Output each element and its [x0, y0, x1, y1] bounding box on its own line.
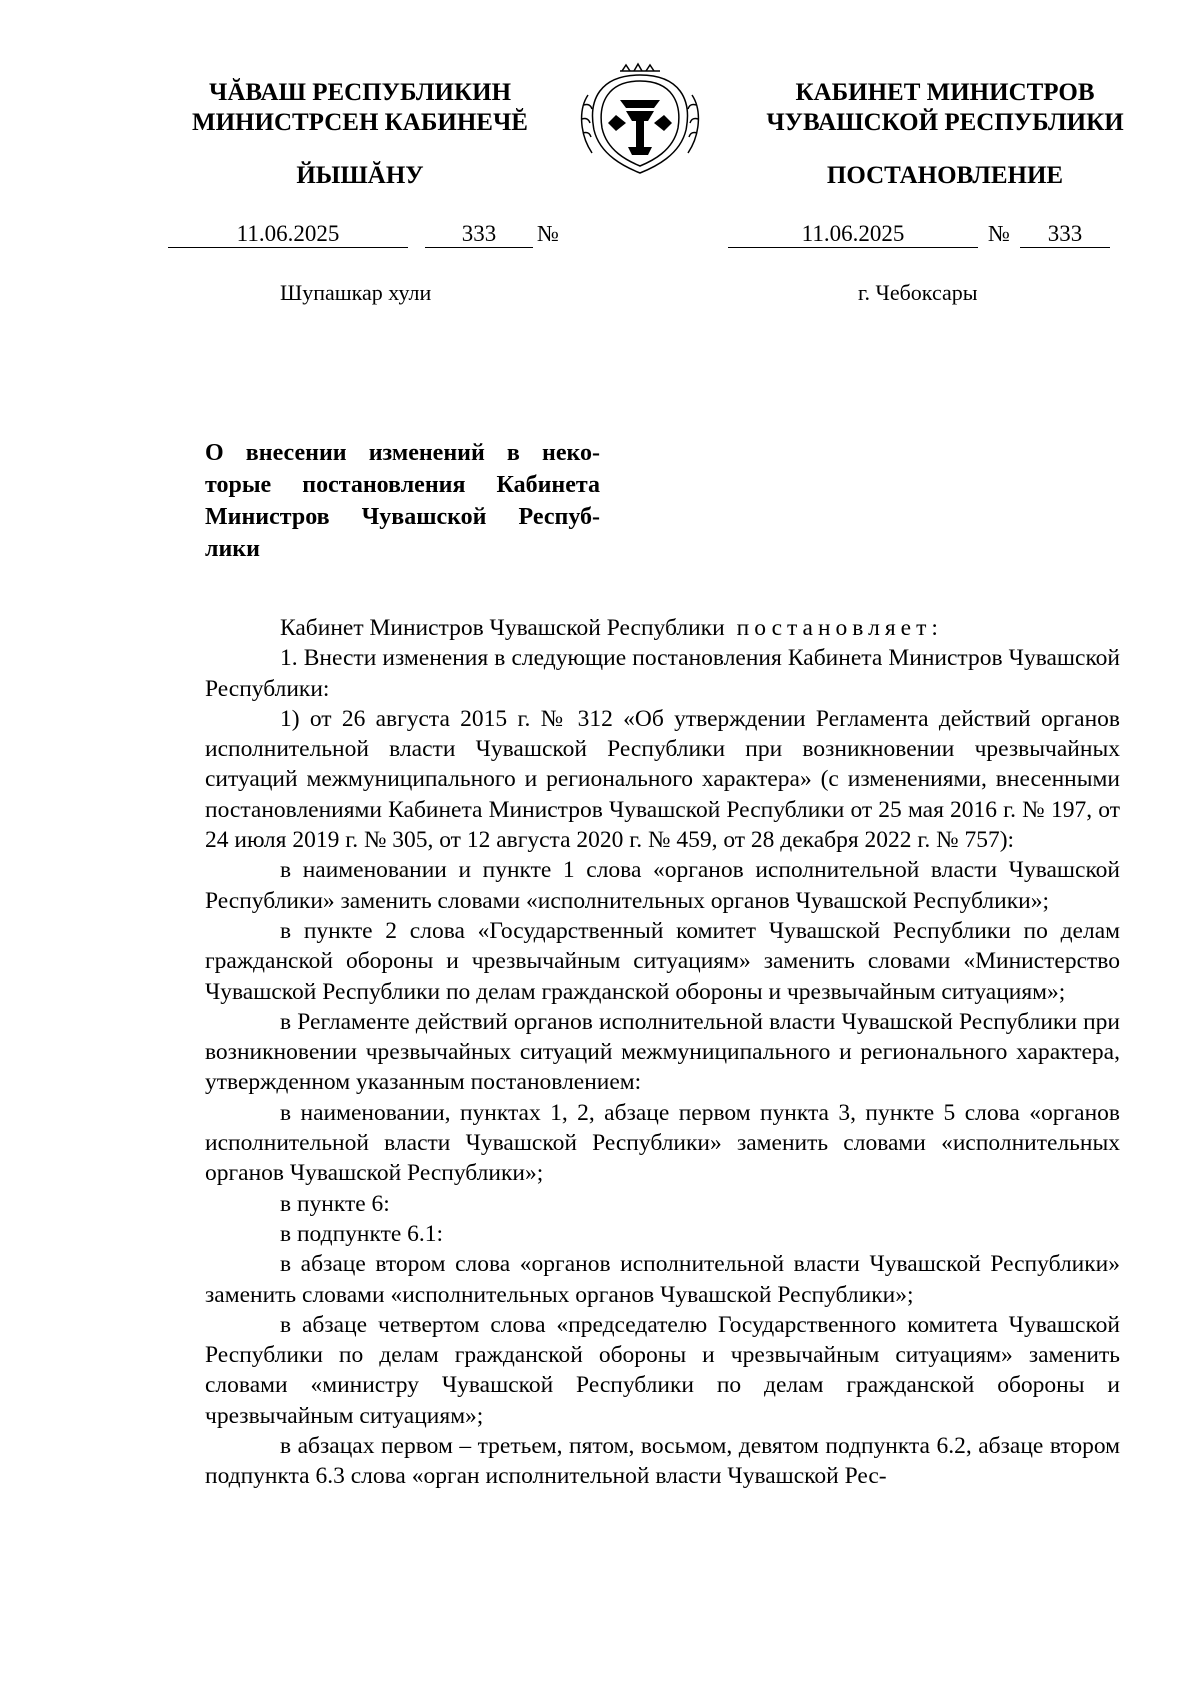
- header-right: [725, 78, 1165, 138]
- body-paragraph: в наименовании и пункте 1 слова «органов исполнительной власти Чувашской Республики» заменить словами «исполнительных органов Чувашской Республики»;: [205, 857, 1120, 914]
- city-right: г. Чебоксары: [858, 280, 978, 305]
- body-paragraph: в подпункте 6.1:: [280, 1220, 444, 1247]
- header-right-line1: КАБИНЕТ МИНИСТРОВ: [795, 79, 1095, 106]
- date-field-left: 11.06.2025: [168, 221, 408, 248]
- title-line: лики: [205, 536, 260, 562]
- title-line: Министров Чувашской Респуб-: [205, 504, 600, 530]
- document-title: [205, 437, 600, 565]
- body-paragraph: в Регламенте действий органов исполнительной власти Чувашской Республики при возникновении чрезвычайных ситуаций межмуниципального и регионального характера, утвержденном указанным постановлением:: [205, 1008, 1120, 1096]
- header-right-line2: ЧУВАШСКОЙ РЕСПУБЛИКИ: [766, 109, 1124, 136]
- intro-verb: постановляет:: [736, 615, 943, 641]
- title-line: торые постановления Кабинета: [205, 472, 600, 498]
- chuvash-coat-of-arms-icon: [570, 55, 710, 180]
- body-paragraph: в абзаце втором слова «органов исполнительной власти Чувашской Республики» заменить словами «исполнительных органов Чувашской Республики»;: [205, 1251, 1120, 1308]
- body-paragraph: в пункте 2 слова «Государственный комитет Чувашской Республики по делам гражданской обороны и чрезвычайным ситуациям» заменить словами «Министерство Чувашской Республики по делам гражданской обороны и чрезвычайным ситуациям»;: [205, 917, 1120, 1005]
- number-field-right: 333: [1020, 221, 1110, 248]
- body-paragraph: в пункте 6:: [280, 1190, 390, 1217]
- number-field-left: 333: [425, 221, 533, 248]
- body-paragraph: в абзаце четвертом слова «председателю Государственного комитета Чувашской Республики по делам гражданской обороны и чрезвычайным ситуациям» заменить словами «министру Чувашской Республики по делам гражданской обороны и чрезвычайным ситуациям»;: [205, 1311, 1120, 1429]
- number-sign-right: №: [988, 221, 1010, 246]
- body-paragraph: 1) от 26 августа 2015 г. № 312 «Об утверждении Регламента действий органов исполнительной власти Чувашской Республики при возникновении чрезвычайных ситуаций межмуниципального и регионального характера» (с изменениями, внесенными постановлениями Кабинета Министров Чувашской Республики от 25 мая 2016 г. № 197, от 24 июля 2019 г. № 305, от 12 августа 2020 г. № 459, от 28 декабря 2022 г. № 757):: [205, 705, 1120, 854]
- doc-kind-right: ПОСТАНОВЛЕНИЕ: [826, 162, 1064, 189]
- header-left-line2: МИНИСТРСЕН КАБИНЕЧĔ: [192, 109, 528, 136]
- header-left: [160, 78, 560, 138]
- title-line: О внесении изменений в неко-: [205, 440, 600, 466]
- intro-text: Кабинет Министров Чувашской Республики: [280, 615, 725, 641]
- body-paragraph: 1. Внести изменения в следующие постановления Кабинета Министров Чувашской Республики:: [205, 645, 1120, 702]
- doc-kind-left: ЙЫШĂНУ: [296, 162, 424, 189]
- document-body: [205, 613, 1120, 1492]
- body-paragraph: в абзацах первом – третьем, пятом, восьмом, девятом подпункта 6.2, абзаце втором подпункта 6.3 слова «орган исполнительной власти Чувашской Рес-: [205, 1433, 1120, 1490]
- city-left: Шупашкар хули: [280, 280, 432, 305]
- header-left-line1: ЧĂВАШ РЕСПУБЛИКИН: [208, 79, 512, 106]
- number-sign-left: №: [537, 221, 559, 246]
- body-paragraph: в наименовании, пунктах 1, 2, абзаце первом пункта 3, пункте 5 слова «органов исполнительной власти Чувашской Республики» заменить словами «исполнительных органов Чувашской Республики»;: [205, 1099, 1120, 1187]
- intro-paragraph: [205, 613, 1120, 643]
- date-field-right: 11.06.2025: [728, 221, 978, 248]
